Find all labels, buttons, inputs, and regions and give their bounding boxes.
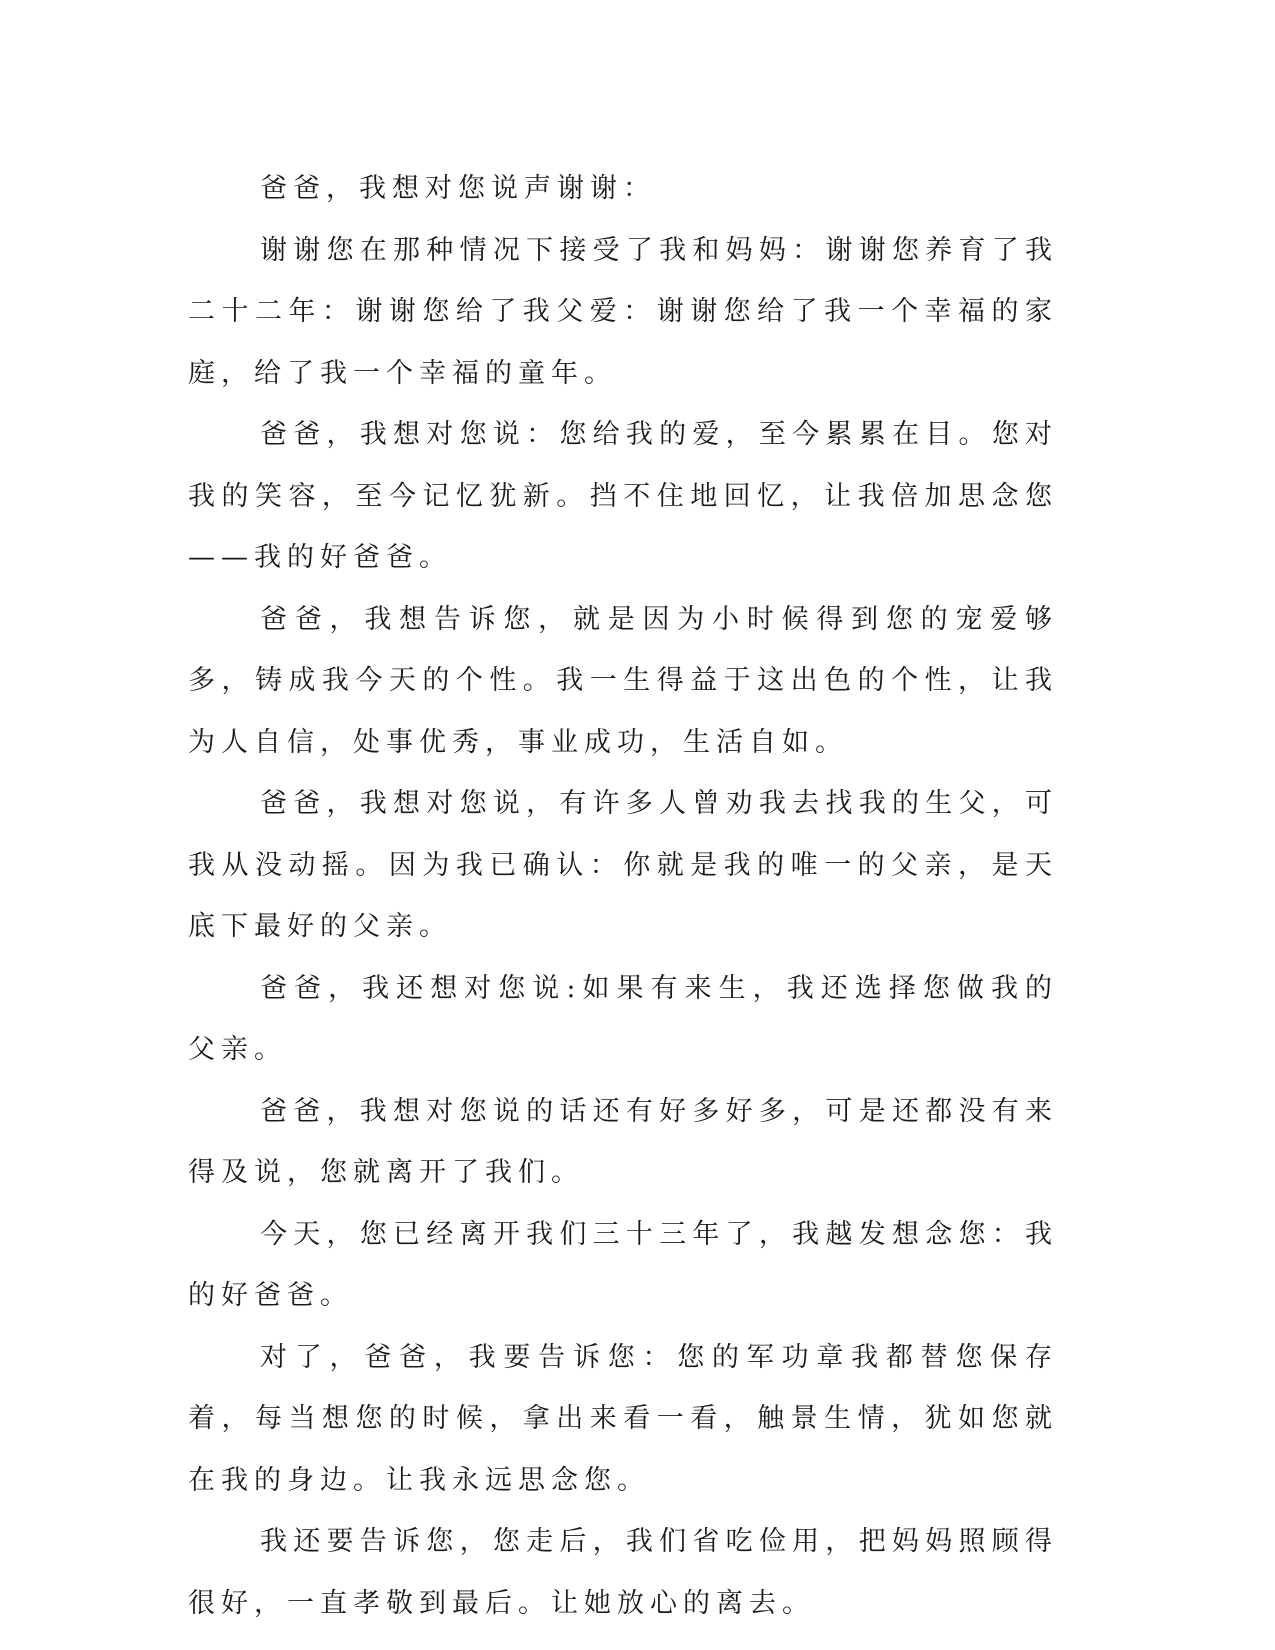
- paragraph-4: 爸爸，我想告诉您，就是因为小时候得到您的宠爱够多，铸成我今天的个性。我一生得益于这出色的个性，让我为人自信，处事优秀，事业成功，生活自如。: [188, 603, 1058, 758]
- paragraph-9: 对了，爸爸，我要告诉您：您的军功章我都替您保存着，每当想您的时候，拿出来看一看，触景生情，犹如您就在我的身边。让我永远思念您。: [188, 1341, 1058, 1496]
- paragraph-3: 爸爸，我想对您说：您给我的爱，至今累累在目。您对我的笑容，至今记忆犹新。挡不住地回忆，让我倍加思念您——我的好爸爸。: [188, 419, 1058, 573]
- paragraph-6: 爸爸，我还想对您说:如果有来生，我还选择您做我的父亲。: [188, 972, 1058, 1065]
- paragraph-8: 今天，您已经离开我们三十三年了，我越发想念您：我的好爸爸。: [188, 1218, 1058, 1311]
- paragraph-10: 我还要告诉您，您走后，我们省吃俭用，把妈妈照顾得很好，一直孝敬到最后。让她放心的离去。: [188, 1526, 1058, 1619]
- paragraph-5: 爸爸，我想对您说，有许多人曾劝我去找我的生父，可我从没动摇。因为我已确认：你就是我的唯一的父亲，是天底下最好的父亲。: [188, 788, 1058, 942]
- paragraph-2: 谢谢您在那种情况下接受了我和妈妈：谢谢您养育了我二十二年：谢谢您给了我父爱：谢谢您给了我一个幸福的家庭，给了我一个幸福的童年。: [188, 234, 1058, 389]
- paragraph-7: 爸爸，我想对您说的话还有好多好多，可是还都没有来得及说，您就离开了我们。: [188, 1095, 1058, 1188]
- document-body: [188, 158, 1058, 1634]
- paragraph-1: 爸爸，我想对您说声谢谢：: [260, 173, 656, 204]
